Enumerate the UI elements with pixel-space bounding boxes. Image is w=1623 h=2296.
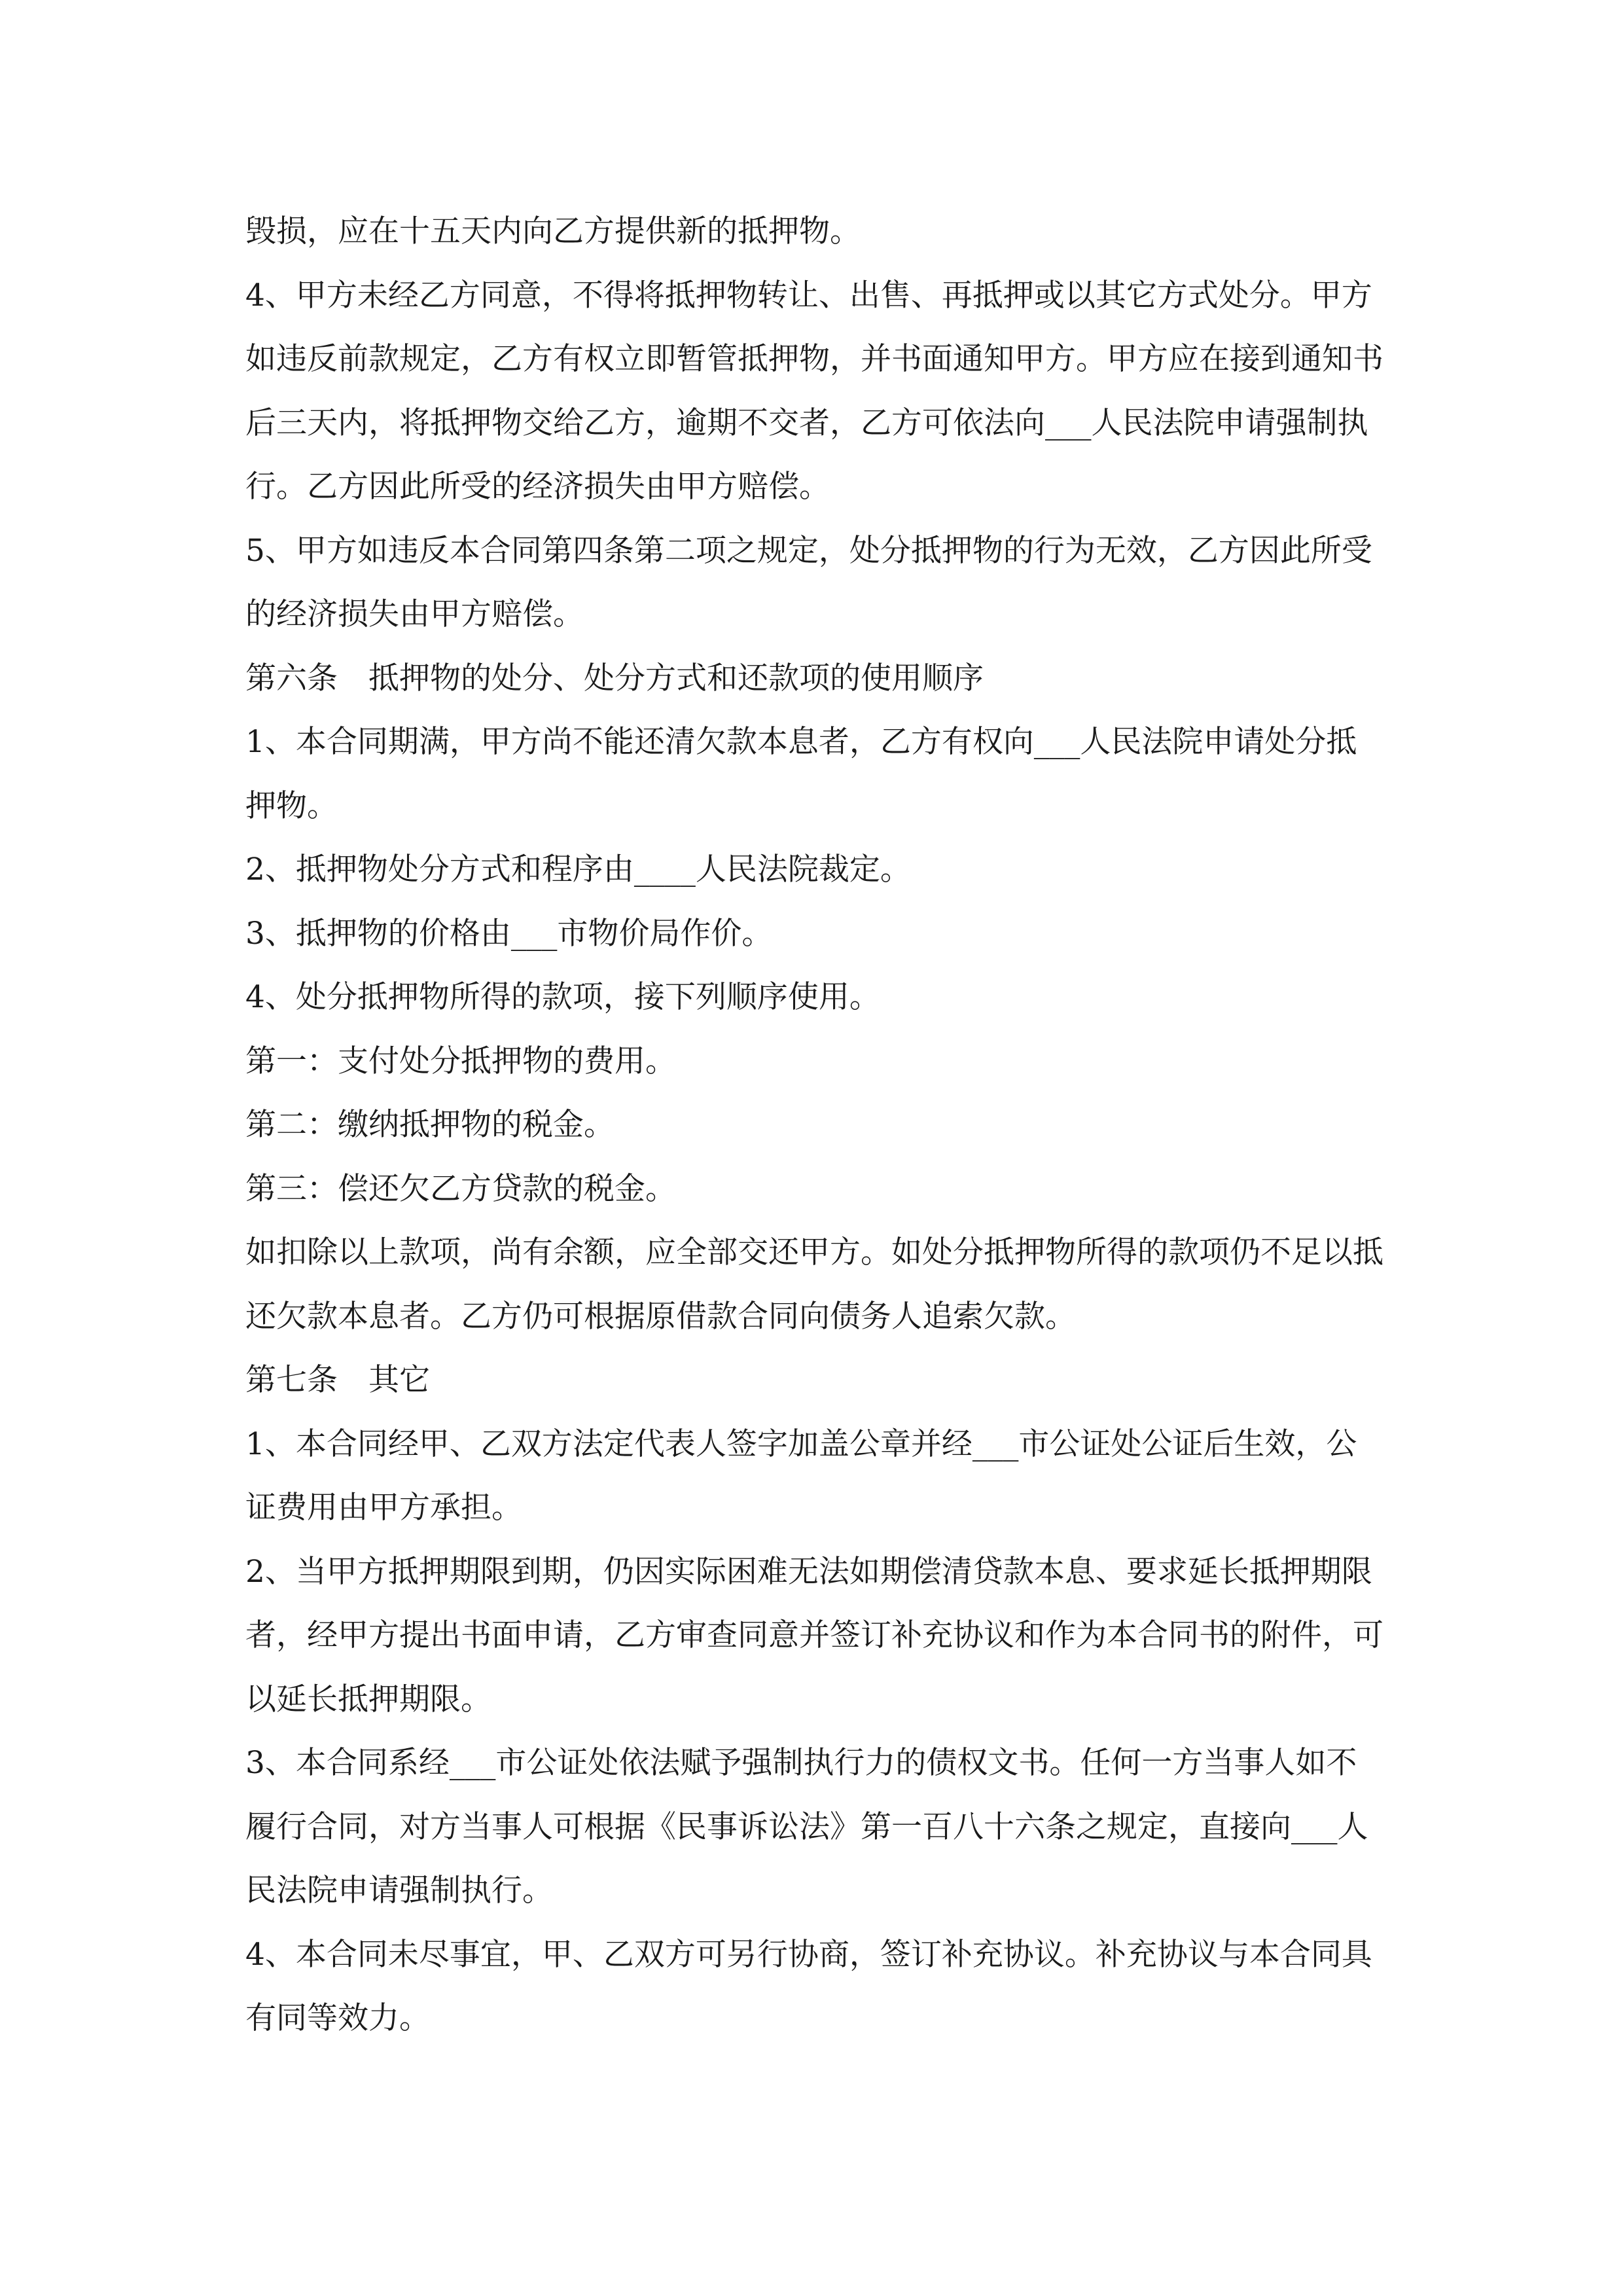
document-body — [245, 200, 1384, 2051]
article-6-heading: 第六条 抵押物的处分、处分方式和还款项的使用顺序 — [245, 660, 984, 696]
para-6-remainder: 如扣除以上款项，尚有余额，应全部交还甲方。如处分抵押物所得的款项仍不足以抵还欠款本息者。乙方仍可根据原借款合同向债务人追索欠款。 — [245, 1234, 1383, 1335]
para-6-1: 1、本合同期满，甲方尚不能还清欠款本息者，乙方有权向___人民法院申请处分抵押物。 — [245, 724, 1357, 824]
para-7-1: 1、本合同经甲、乙双方法定代表人签字加盖公章并经___市公证处公证后生效，公证费用由甲方承担。 — [245, 1426, 1357, 1526]
article-7-heading: 第七条 其它 — [245, 1362, 430, 1398]
para-6-4-second: 第二：缴纳抵押物的税金。 — [245, 1107, 615, 1143]
para-7-3: 3、本合同系经___市公证处依法赋予强制执行力的债权文书。任何一方当事人如不履行合同，对方当事人可根据《民事诉讼法》第一百八十六条之规定，直接向___人民法院申请强制执行。 — [245, 1745, 1368, 1909]
para-4-3-continued: 毁损，应在十五天内向乙方提供新的抵押物。 — [245, 213, 861, 249]
para-6-2: 2、抵押物处分方式和程序由____人民法院裁定。 — [245, 852, 911, 888]
para-6-3: 3、抵押物的价格由___市物价局作价。 — [245, 915, 773, 952]
para-7-2: 2、当甲方抵押期限到期，仍因实际困难无法如期偿清贷款本息、要求延长抵押期限者，经甲方提出书面申请，乙方审查同意并签订补充协议和作为本合同书的附件，可以延长抵押期限。 — [245, 1553, 1383, 1717]
para-6-4: 4、处分抵押物所得的款项，接下列顺序使用。 — [245, 979, 880, 1015]
para-6-4-third: 第三：偿还欠乙方贷款的税金。 — [245, 1170, 676, 1207]
para-4-4: 4、甲方未经乙方同意，不得将抵押物转让、出售、再抵押或以其它方式处分。甲方如违反前款规定，乙方有权立即暂管抵押物，并书面通知甲方。甲方应在接到通知书后三天内，将抵押物交给乙方，逾期不交者，乙方可依法向___人民法院申请强制执行。乙方因此所受的经济损失由甲方赔偿。 — [245, 277, 1383, 505]
para-4-5: 5、甲方如违反本合同第四条第二项之规定，处分抵押物的行为无效，乙方因此所受的经济损失由甲方赔偿。 — [245, 532, 1372, 632]
para-7-4: 4、本合同未尽事宜，甲、乙双方可另行协商，签订补充协议。补充协议与本合同具有同等效力。 — [245, 1936, 1372, 2036]
para-6-4-first: 第一：支付处分抵押物的费用。 — [245, 1043, 676, 1079]
